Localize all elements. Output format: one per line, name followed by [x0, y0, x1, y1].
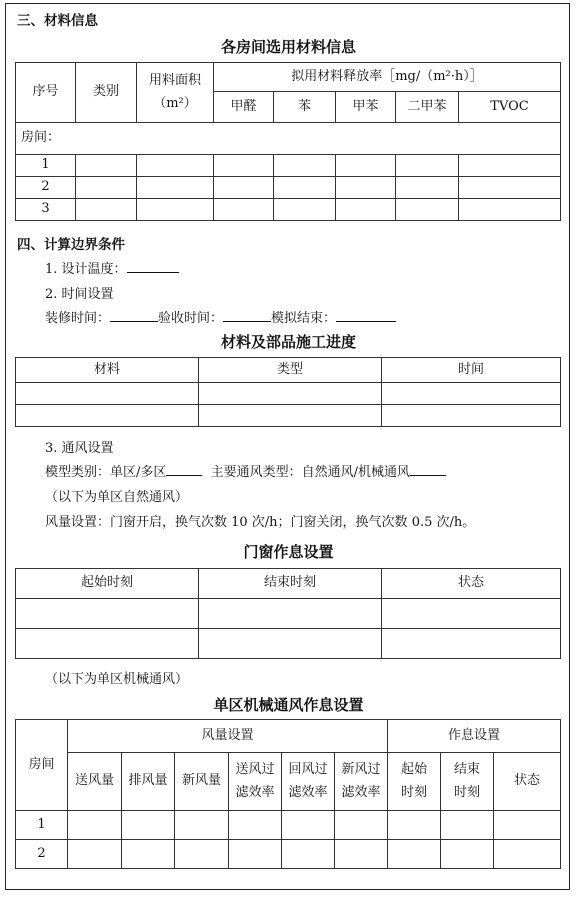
header-fresh-filter-line1: 新风过	[341, 762, 381, 778]
header-schedule-end-line1: 结束	[454, 762, 481, 778]
table-row	[16, 405, 561, 427]
header-airflow-group: 风量设置	[68, 720, 388, 753]
table-row	[16, 177, 561, 199]
header-benzene: 苯	[274, 92, 336, 123]
header-schedule-start	[388, 753, 441, 811]
sim-end-label: 模拟结束：	[271, 311, 337, 326]
model-type-line	[45, 461, 446, 480]
header-seq: 序号	[16, 63, 76, 123]
header-area	[137, 63, 214, 123]
header-supply-filter	[229, 753, 282, 811]
sim-end-blank[interactable]	[336, 310, 396, 322]
header-category: 类别	[76, 63, 137, 123]
time-setting-label: 2. 时间设置	[45, 287, 114, 302]
header-schedule-start-line2: 时刻	[401, 784, 428, 800]
header-supply-filter-line1: 送风过	[235, 762, 275, 778]
mech-schedule-table	[15, 719, 561, 869]
header-return-filter-line1: 回风过	[288, 762, 328, 778]
header-schedule-end	[441, 753, 494, 811]
row-number: 3	[16, 199, 76, 221]
header-fresh-air: 新风量	[175, 753, 229, 811]
design-temp-blank[interactable]	[127, 261, 179, 273]
header-area-label: 用料面积	[148, 73, 201, 89]
header-room: 房间	[16, 720, 68, 811]
main-vent-type-label: 主要通风类型：自然通风/机械通风	[210, 465, 411, 480]
ventilation-label: 3. 通风设置	[45, 441, 114, 456]
table-row	[16, 383, 561, 405]
progress-table	[15, 357, 561, 427]
header-exhaust-air: 排风量	[122, 753, 175, 811]
header-return-filter	[282, 753, 335, 811]
row-number: 2	[16, 840, 68, 869]
window-table-caption: 门窗作息设置	[243, 543, 334, 561]
progress-table-caption: 材料及部品施工进度	[220, 333, 356, 351]
header-end-time: 结束时刻	[199, 569, 382, 599]
mech-table-caption: 单区机械通风作息设置	[213, 696, 364, 714]
section-4-title: 四、计算边界条件	[17, 237, 125, 253]
header-fresh-filter	[335, 753, 388, 811]
material-table-caption: 各房间选用材料信息	[220, 38, 356, 56]
airflow-setting: 风量设置：门窗开启，换气次数 10 次/h；门窗关闭，换气次数 0.5 次/h。	[45, 515, 476, 530]
header-type: 类型	[199, 358, 382, 383]
header-supply-filter-line2: 滤效率	[235, 784, 275, 800]
table-row	[16, 811, 561, 840]
acceptance-time-blank[interactable]	[223, 310, 271, 322]
header-return-filter-line2: 滤效率	[288, 784, 328, 800]
header-area-unit: （m²）	[153, 95, 197, 111]
design-temp-line	[45, 258, 179, 277]
table-row	[16, 840, 561, 869]
header-start-time: 起始时刻	[16, 569, 199, 599]
header-formaldehyde: 甲醛	[214, 92, 274, 123]
row-number: 1	[16, 155, 76, 177]
header-fresh-filter-line2: 滤效率	[341, 784, 381, 800]
row-number: 2	[16, 177, 76, 199]
mech-vent-note: （以下为单区机械通风）	[45, 672, 189, 687]
room-label: 房间：	[16, 123, 561, 155]
model-type-label: 模型类别：单区/多区	[45, 465, 167, 480]
header-schedule-end-line2: 时刻	[454, 784, 481, 800]
header-xylene: 二甲苯	[396, 92, 459, 123]
header-toluene: 甲苯	[336, 92, 396, 123]
time-line	[45, 307, 396, 326]
model-type-blank[interactable]	[166, 464, 202, 476]
row-number: 1	[16, 811, 68, 840]
header-release-rate: 拟用材料释放率［mg/（m²·h）］	[214, 63, 561, 92]
header-tvoc: TVOC	[459, 92, 561, 123]
table-row	[16, 155, 561, 177]
material-table	[15, 62, 561, 221]
natural-vent-note: （以下为单区自然通风）	[45, 490, 189, 505]
header-schedule-start-line1: 起始	[401, 762, 428, 778]
table-row	[16, 599, 561, 629]
table-row	[16, 629, 561, 659]
acceptance-time-label: 验收时间：	[158, 311, 224, 326]
table-row	[16, 199, 561, 221]
decoration-time-label: 装修时间：	[45, 311, 111, 326]
window-schedule-table	[15, 568, 561, 659]
header-material: 材料	[16, 358, 199, 383]
header-time: 时间	[382, 358, 561, 383]
main-vent-type-blank[interactable]	[410, 464, 446, 476]
header-schedule-group: 作息设置	[388, 720, 561, 753]
header-supply-air: 送风量	[68, 753, 122, 811]
design-temp-label: 1. 设计温度：	[45, 262, 127, 277]
header-status: 状态	[382, 569, 561, 599]
section-3-title: 三、材料信息	[17, 13, 98, 29]
decoration-time-blank[interactable]	[110, 310, 158, 322]
header-schedule-status: 状态	[494, 753, 561, 811]
